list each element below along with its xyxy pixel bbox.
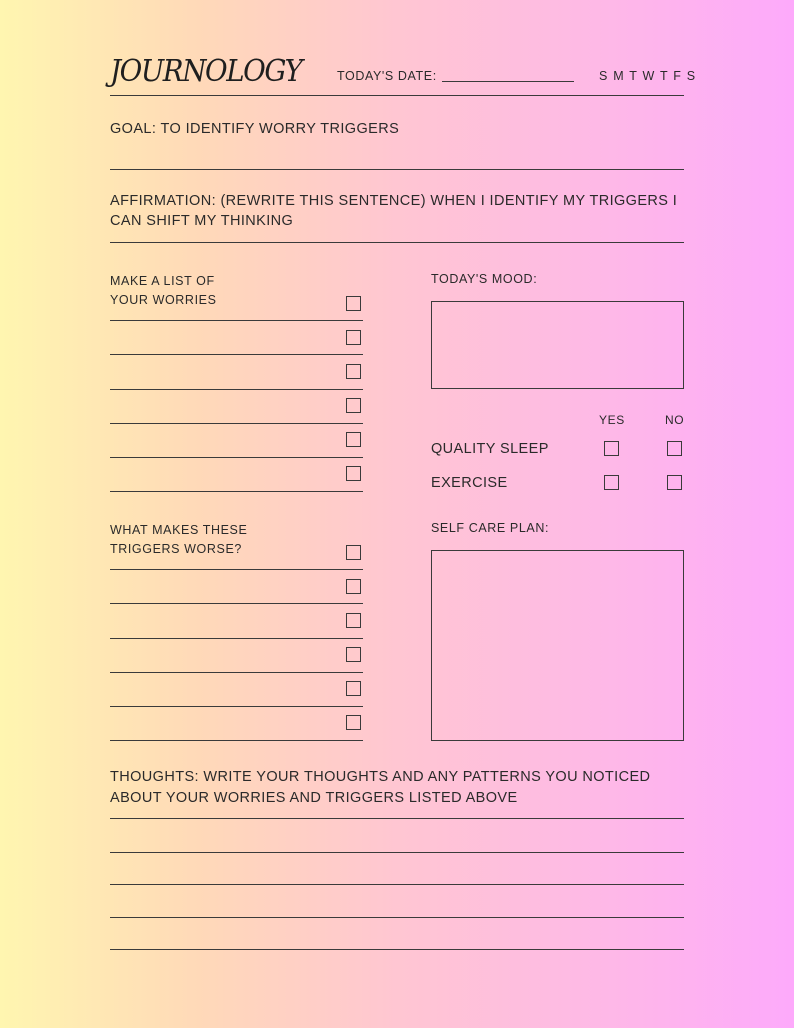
weekday-selector[interactable]: S M T W T F S [599,69,697,83]
affirmation-line-2: CAN SHIFT MY THINKING [110,213,294,229]
trigger-writing-line[interactable] [110,638,363,639]
worries-heading-line-2: YOUR WORRIES [110,293,217,307]
worry-checkbox[interactable] [346,364,361,379]
triggers-heading [110,521,247,559]
sleep-no-checkbox[interactable] [667,441,682,456]
worry-checkbox[interactable] [346,296,361,311]
yes-column-label: YES [599,413,625,427]
worries-heading-line-1: MAKE A LIST OF [110,274,215,288]
exercise-yes-checkbox[interactable] [604,475,619,490]
worry-writing-line[interactable] [110,320,363,321]
trigger-writing-line[interactable] [110,672,363,673]
trigger-writing-line[interactable] [110,740,363,741]
worry-writing-line[interactable] [110,354,363,355]
trigger-checkbox[interactable] [346,681,361,696]
habit-label-sleep: QUALITY SLEEP [431,441,549,457]
trigger-checkbox[interactable] [346,579,361,594]
affirmation-line-1: AFFIRMATION: (REWRITE THIS SENTENCE) WHEN I IDENTIFY MY TRIGGERS I [110,193,678,209]
affirmation-writing-line[interactable] [110,242,684,243]
habit-label-exercise: EXERCISE [431,475,508,491]
thoughts-line-1: THOUGHTS: WRITE YOUR THOUGHTS AND ANY PATTERNS YOU NOTICED [110,769,651,785]
triggers-heading-line-2: TRIGGERS WORSE? [110,542,242,556]
date-input-line[interactable] [442,81,574,82]
page-title: JOURNOLOGY [110,54,302,89]
goal-text: GOAL: TO IDENTIFY WORRY TRIGGERS [110,121,400,137]
worry-checkbox[interactable] [346,398,361,413]
trigger-writing-line[interactable] [110,706,363,707]
worry-writing-line[interactable] [110,457,363,458]
worry-writing-line[interactable] [110,491,363,492]
date-label: TODAY'S DATE: [337,69,437,83]
thoughts-writing-line[interactable] [110,917,684,918]
goal-writing-line[interactable] [110,169,684,170]
exercise-no-checkbox[interactable] [667,475,682,490]
trigger-checkbox[interactable] [346,545,361,560]
thoughts-writing-line[interactable] [110,884,684,885]
trigger-checkbox[interactable] [346,715,361,730]
trigger-writing-line[interactable] [110,569,363,570]
worries-heading [110,272,217,310]
worry-writing-line[interactable] [110,423,363,424]
triggers-heading-line-1: WHAT MAKES THESE [110,523,248,537]
no-column-label: NO [665,413,685,427]
thoughts-writing-line[interactable] [110,818,684,819]
trigger-writing-line[interactable] [110,603,363,604]
selfcare-box[interactable] [431,550,684,741]
selfcare-label: SELF CARE PLAN: [431,521,550,535]
worry-checkbox[interactable] [346,330,361,345]
trigger-checkbox[interactable] [346,647,361,662]
worry-checkbox[interactable] [346,466,361,481]
thoughts-line-2: ABOUT YOUR WORRIES AND TRIGGERS LISTED ABOVE [110,790,518,806]
sleep-yes-checkbox[interactable] [604,441,619,456]
mood-label: TODAY'S MOOD: [431,272,538,286]
header-divider [110,95,684,96]
thoughts-writing-line[interactable] [110,949,684,950]
worry-writing-line[interactable] [110,389,363,390]
worry-checkbox[interactable] [346,432,361,447]
thoughts-writing-line[interactable] [110,852,684,853]
mood-box[interactable] [431,301,684,389]
trigger-checkbox[interactable] [346,613,361,628]
